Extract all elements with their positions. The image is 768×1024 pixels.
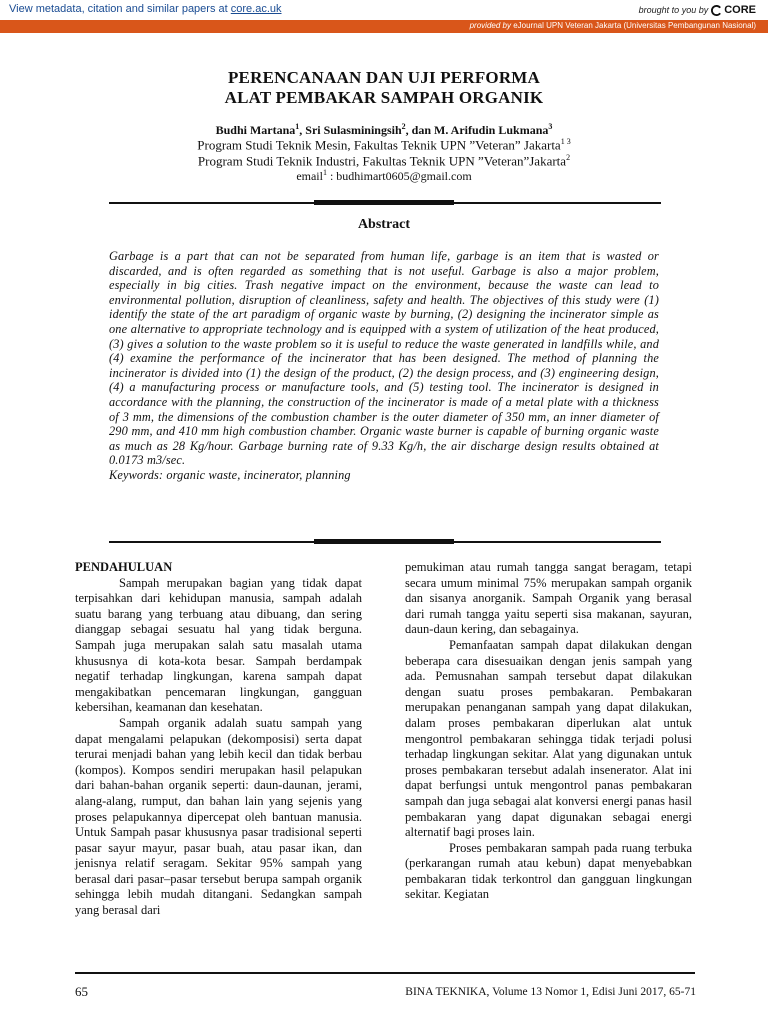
journal-citation: BINA TEKNIKA, Volume 13 Nomor 1, Edisi Juni 2017, 65-71 [405, 986, 696, 998]
header-divider-accent [314, 200, 454, 205]
page-number: 65 [75, 984, 88, 999]
brought-by[interactable] [639, 4, 756, 16]
paragraph: Sampah organik adalah suatu sampah yang dapat mengalami pelapukan (dekomposisi) serta dapat terurai menjadi bahan yang lebih kecil dan tidak berbau (kompos). Kompos sendiri merupakan hasil pelapukan dari bahan-bahan organik seperti: daun-daunan, jerami, alang-alang, rumput, dan bahan lain yang sejenis yang proses pelapukannya dipercepat oleh bantuan manusia. Untuk Sampah pasar khususnya pasar tradisional seperti pasar sayur mayur, pasar buah, atau pasar ikan, dan jenisnya relatif seragam. Sekitar 95% sampah yang berasal dari pasar–pasar tersebut berupa sampah organik sehingga lebih mudah ditangani. Sedangkan sampah yang berasal dari [75, 715, 362, 918]
affiliation-1 [0, 137, 768, 153]
metadata-notice [9, 3, 282, 15]
core-logo-icon [711, 5, 722, 16]
core-logo[interactable] [711, 4, 756, 16]
footer-divider [75, 972, 695, 974]
author-sup: 3 [548, 122, 553, 131]
affiliation-sup: 1 3 [560, 137, 571, 146]
core-logo-text: CORE [724, 4, 756, 16]
abstract-body [109, 249, 659, 483]
metadata-text: View metadata, citation and similar papers at [9, 3, 228, 15]
author-sup: 1 [295, 122, 300, 131]
abstract-text: Garbage is a part that can not be separated from human life, garbage is an item that is wasted or discarded, and is often regarded as something that is not useful. Garbage is also a major problem, especially in big cities. Trash negative impact on the environment, because the waste can lead to environmental pollution, disruption of cleanliness, safety and health. The objectives of this study were (1) identify the state of the art paradigm of organic waste by burning, (2) designing the incinerator simple as one alternative to appropriate technology and is equipped with a system of utilization of the heat produced, (3) gives a solution to the waste problem so it is useful to reduce the waste generated in landfills while, and (4) examine the performance of the incinerator that has been designed. The method of planning the incinerator is divided into (1) the design of the product, (2) the design process, and (3) engineering design, (4) a manufacturing process or manufacture tools, and (5) testing tool. The incinerator is designed in accordance with the planning, the construction of the incinerator is made of a metal plate with a thickness of 3 mm, the dimensions of the combustion chamber is the outer diameter of 350 mm, an inner diameter of 290 mm, and 410 mm high combustion chamber. Organic waste burner is capable of burning organic waste as much as 28 Kg/hour. Garbage burning rate of 9.33 Kg/h, the air discharge design results obtained at 0.0173 m3/sec. [109, 249, 659, 468]
email-label: email [296, 169, 323, 183]
provided-by-source: eJournal UPN Veteran Jakarta (Universitas Pembangunan Nasional) [513, 21, 756, 30]
body-column-left [75, 560, 362, 919]
abstract-divider-accent [314, 539, 454, 544]
email-sup: 1 [322, 168, 327, 177]
author-name: M. Arifudin Lukmana [434, 123, 549, 137]
keywords: Keywords: organic waste, incinerator, planning [109, 467, 351, 482]
author-separator: , dan [405, 123, 435, 137]
core-banner [0, 0, 768, 21]
author-email [0, 168, 768, 184]
paragraph: pemukiman atau rumah tangga sangat beragam, tetapi secara umum minimal 75% merupakan sampah organik dan sisanya anorganik. Sampah Organik yang berasal dari rumah tangga yaitu seperti sisa makanan, sayuran, daun-daun kering, dan sebagainya. [405, 560, 692, 637]
author-sup: 2 [401, 122, 406, 131]
provided-by-bar [0, 20, 768, 33]
paragraph: Proses pembakaran sampah pada ruang terbuka (perkarangan rumah atau kebun) dapat menyebabkan pembakaran tidak terkontrol dan gangguan lingkungan sekitar. Kegiatan [405, 840, 692, 902]
author-list [0, 122, 768, 138]
core-link[interactable]: core.ac.uk [230, 3, 282, 15]
affiliation-2 [0, 153, 768, 169]
affiliation-text: Program Studi Teknik Mesin, Fakultas Teknik UPN ”Veteran” Jakarta [197, 137, 561, 153]
paper-title-line-1: PERENCANAAN DAN UJI PERFORMA [227, 68, 541, 87]
abstract-heading: Abstract [357, 217, 411, 232]
affiliation-sup: 2 [566, 153, 571, 162]
body-column-right [405, 560, 692, 903]
paper-title-line-2: ALAT PEMBAKAR SAMPAH ORGANIK [224, 88, 544, 107]
author-name: Sri Sulasminingsih [305, 123, 402, 137]
affiliation-text: Program Studi Teknik Industri, Fakultas Teknik UPN ”Veteran”Jakarta [197, 153, 567, 169]
provided-by-text[interactable] [470, 21, 756, 30]
paragraph: Pemanfaatan sampah dapat dilakukan dengan beberapa cara disesuaikan dengan jenis sampah yang ada. Pemusnahan sampah tersebut dapat dilakukan dengan suatu proses pembakaran. Pembakaran merupakan penanganan sampah yang dapat dilakukan, dalam proses pembakaran diperlukan alat untuk mengontrol pembakaran sehingga tidak terjadi polusi terhadap lingkungan sekitar. Alat yang digunakan untuk proses pembakaran tersebut adalah insenerator. Alat ini dapat berfungsi untuk mengontrol panas pembakaran sampah dan juga sebagai alat konversi energi panas hasil pembakaran yang dapat digunakan sebagai energi alternatif bagi proses lain. [405, 637, 692, 840]
provided-by-prefix: provided by [469, 21, 511, 30]
section-heading: PENDAHULUAN [75, 560, 173, 574]
author-separator: , [299, 123, 306, 137]
paragraph: Sampah merupakan bagian yang tidak dapat terpisahkan dari kehidupan manusia, sampah adalah suatu barang yang terbuang atau dibuang, dan sering dianggap sebagai sesuatu hal yang tidak berguna. Sampah juga merupakan salah satu masalah utama khususnya di kota-kota besar. Sampah berdampak negatif terhadap lingkungan, karena sampah dapat mengakibatkan pencemaran lingkungan, gangguan kebersihan, keamanan dan kesehatan. [75, 575, 362, 715]
author-name: Budhi Martana [215, 123, 296, 137]
email-value: : budhimart0605@gmail.com [326, 169, 472, 183]
brought-by-text: brought to you by [638, 5, 709, 15]
